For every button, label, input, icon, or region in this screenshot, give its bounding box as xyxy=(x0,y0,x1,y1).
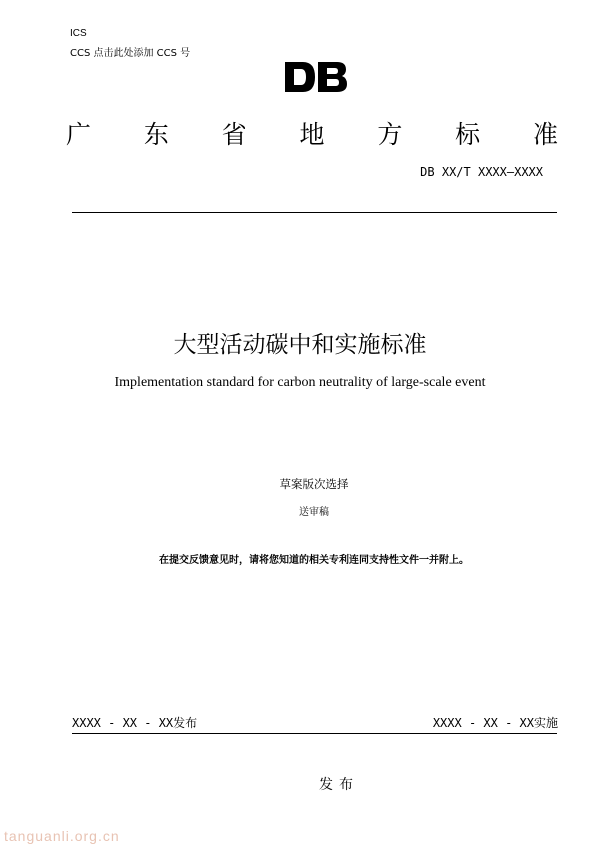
publish-date-label: 发布 xyxy=(173,716,198,730)
implement-date-label: 实施 xyxy=(533,716,558,730)
footer-divider xyxy=(72,733,557,734)
db-logo xyxy=(283,60,349,94)
org-title xyxy=(66,116,558,150)
watermark: tanguanli.org.cn xyxy=(4,828,120,844)
publish-date-value: XXXX - XX - XX xyxy=(72,716,174,730)
ccs-label: CCS 点击此处添加 CCS 号 xyxy=(70,48,191,59)
ics-label: ICS xyxy=(70,28,87,39)
implement-date-value: XXXX - XX - XX xyxy=(432,716,534,730)
header-divider xyxy=(72,212,557,213)
org-title-char: 东 xyxy=(143,120,169,149)
org-title-char: 地 xyxy=(299,120,325,149)
org-title-char: 广 xyxy=(66,120,92,149)
org-title-char: 省 xyxy=(221,120,247,149)
document-title-en: Implementation standard for carbon neutrality of large-scale event xyxy=(114,375,486,390)
issuer-label: 发布 xyxy=(319,777,359,793)
standard-number: DB XX/T XXXX—XXXX xyxy=(420,165,543,179)
draft-stage-label: 送审稿 xyxy=(299,507,329,518)
implement-date xyxy=(300,714,558,731)
publish-date xyxy=(72,714,197,731)
org-title-char: 准 xyxy=(532,120,558,149)
org-title-char: 标 xyxy=(455,120,481,149)
document-title-cn: 大型活动碳中和实施标准 xyxy=(173,332,427,358)
org-title-char: 方 xyxy=(377,120,403,149)
draft-version-selector[interactable]: 草案版次选择 xyxy=(279,477,349,491)
patent-notice: 在提交反馈意见时，请将您知道的相关专利连同支持性文件一并附上。 xyxy=(159,555,469,566)
